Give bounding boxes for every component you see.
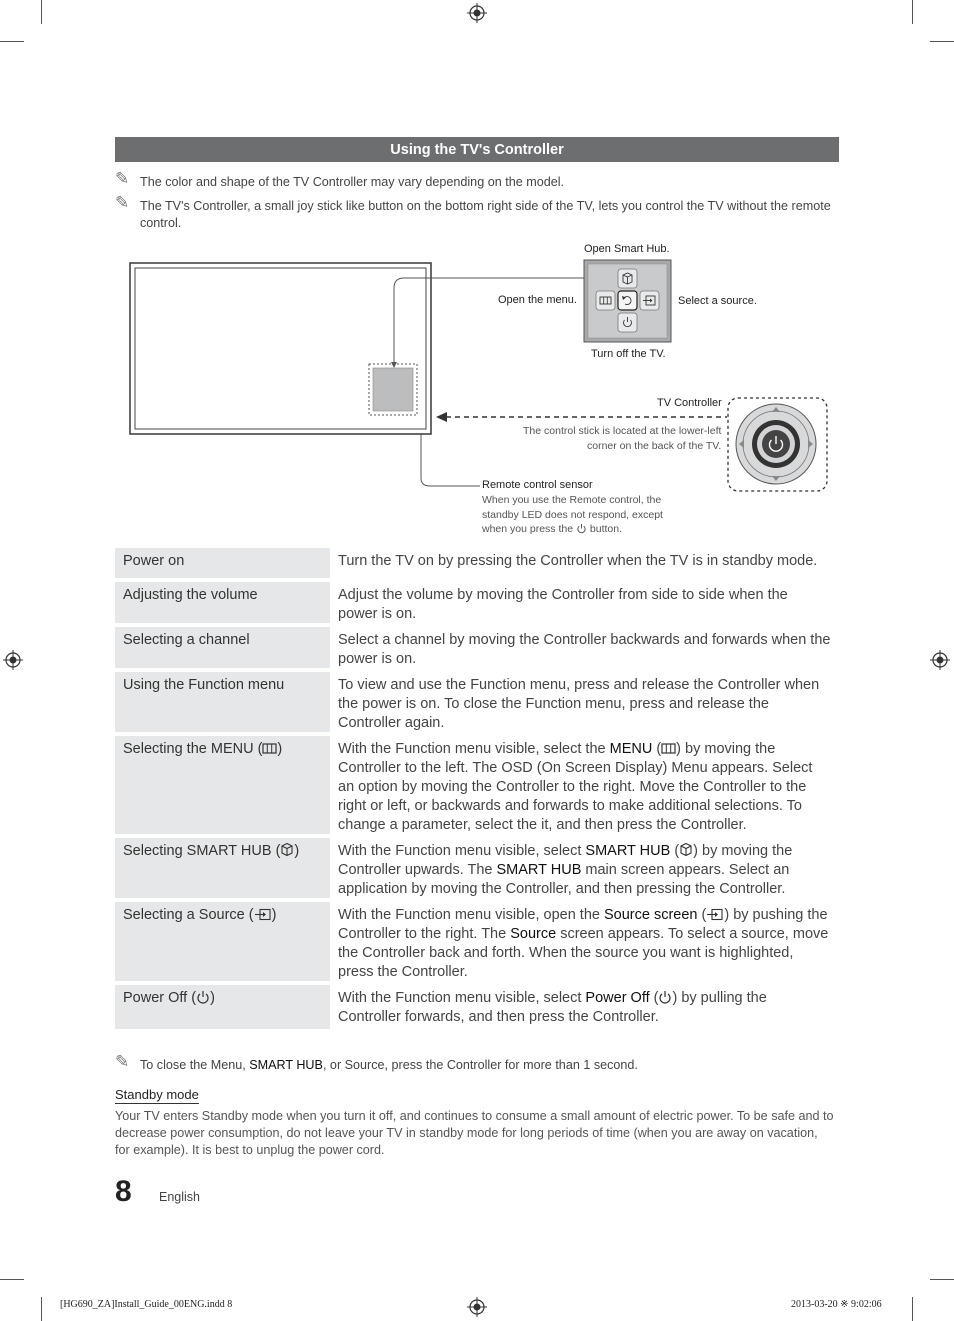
table-row <box>115 627 839 668</box>
sensor-dotted-box <box>369 364 417 415</box>
controller-stick <box>736 404 816 484</box>
row-label-text: ) <box>271 907 277 923</box>
table-row <box>115 672 839 732</box>
controller-dotted-box <box>728 398 827 491</box>
desc-text: With the Function menu visible, select <box>338 843 586 859</box>
note <box>115 169 835 191</box>
power-icon <box>576 523 587 534</box>
menu-icon <box>596 291 615 310</box>
desc-text: ) by pulling the Controller forwards, and then press the Controller. <box>338 990 767 1025</box>
sensor-title: Remote control sensor <box>482 479 593 491</box>
table-row <box>115 838 839 898</box>
page-language: English <box>159 1190 200 1204</box>
desc-text: screen appears. To select a source, move the Controller back and forth. When the source you want is highlighted, press the Controller. <box>338 926 829 980</box>
function-table <box>115 548 839 1033</box>
tv-screen <box>135 268 426 429</box>
desc-keyword: Source <box>510 926 557 942</box>
crop-mark <box>930 1279 954 1280</box>
table-row <box>115 582 839 623</box>
row-label: Selecting a channel <box>115 627 330 668</box>
desc-keyword: MENU <box>609 741 653 757</box>
note-text <box>115 1057 835 1074</box>
row-label <box>115 902 330 981</box>
crop-mark <box>0 41 24 42</box>
row-label <box>115 838 330 898</box>
desc-text: With the Function menu visible, open the <box>338 907 604 923</box>
stick-location-line: corner on the back of the TV. <box>587 440 722 452</box>
tv-outline <box>130 263 431 434</box>
return-icon <box>618 291 637 310</box>
note-text-part: , or Source, press the Controller for more than 1 second. <box>322 1058 638 1072</box>
registration-mark-icon <box>467 3 487 23</box>
desc-keyword: SMART HUB <box>496 862 582 878</box>
row-description: To view and use the Function menu, press and release the Controller when the power is on. To close the Function menu, press and release the Controller again. <box>338 677 820 731</box>
smart-hub-icon <box>679 842 693 857</box>
note-text: The color and shape of the TV Controller may vary depending on the model. <box>140 175 565 189</box>
note <box>115 1052 835 1074</box>
standby-paragraph: Your TV enters Standby mode when you turn it off, and continues to consume a small amount of electric power. To be safe and to decrease power consumption, do not leave your TV in standby mode for long periods of time (when you are away on vacation, for example). It is best to unplug the power cord. <box>115 1109 834 1157</box>
desc-text: With the Function menu visible, select the <box>338 741 610 757</box>
row-label <box>115 985 330 1029</box>
row-label-text: ) <box>294 843 300 859</box>
table-row <box>115 548 839 578</box>
row-label: Adjusting the volume <box>115 582 330 623</box>
crop-mark <box>930 41 954 42</box>
row-label-text: Power Off ( <box>123 990 197 1006</box>
smart-hub-icon <box>618 269 637 288</box>
pencil-note-icon: ✎ <box>115 1052 130 1072</box>
page-number: 8 <box>115 1175 132 1208</box>
row-label: Power on <box>115 548 330 578</box>
desc-text: With the Function menu visible, select <box>338 990 586 1006</box>
table-row <box>115 902 839 981</box>
desc-keyword: Power Off <box>585 990 650 1006</box>
crop-mark <box>912 0 913 24</box>
registration-mark-icon <box>3 650 23 670</box>
row-label-text: Selecting a Source ( <box>123 907 254 923</box>
row-description <box>330 838 839 898</box>
desc-text: ) by pushing the Controller to the right. The <box>338 907 828 942</box>
row-description <box>330 985 839 1029</box>
open-smart-hub-label: Open Smart Hub. <box>584 243 670 255</box>
desc-text: ) by moving the Controller to the left. The OSD (On Screen Display) Menu appears. Select an option by moving the Controller to the right. Move the Controller to the right or left, or backwards and forwards to make additional selections. To change a parameter, select the it, and then press the Controller. <box>338 741 813 833</box>
crop-mark <box>912 1297 913 1321</box>
desc-keyword: Source screen <box>603 907 698 923</box>
row-label-text: Selecting the MENU ( <box>123 741 263 757</box>
registration-mark-icon <box>467 1297 487 1317</box>
sensor-box <box>373 368 413 411</box>
pencil-note-icon: ✎ <box>115 169 130 189</box>
controller-power-icon <box>770 440 783 451</box>
desc-text: ( <box>649 990 659 1006</box>
source-icon <box>706 908 724 921</box>
power-icon <box>196 990 210 1004</box>
desc-text: ( <box>670 843 680 859</box>
tv-controller-label: TV Controller <box>657 397 722 409</box>
note-keyword: SMART HUB <box>249 1058 323 1072</box>
row-description: Adjust the volume by moving the Controller from side to side when the power is on. <box>338 587 788 622</box>
crop-mark <box>41 1297 42 1321</box>
open-menu-label: Open the menu. <box>498 294 577 306</box>
table-row <box>115 736 839 834</box>
row-description: Turn the TV on by pressing the Controller when the TV is in standby mode. <box>338 553 818 569</box>
sensor-desc-line: standby LED does not respond, except <box>482 509 663 521</box>
table-row <box>115 985 839 1029</box>
row-label-text: ) <box>210 990 215 1006</box>
arrow-head <box>436 412 447 422</box>
select-source-label: Select a source. <box>678 295 757 307</box>
sensor-desc-text: when you press the <box>482 523 574 535</box>
row-description <box>330 736 839 834</box>
row-description: Select a channel by moving the Controller backwards and forwards when the power is on. <box>338 632 831 667</box>
function-menu-popup <box>584 260 671 342</box>
crop-mark <box>0 1279 24 1280</box>
row-label-text: Selecting SMART HUB ( <box>123 843 281 859</box>
row-label <box>115 736 330 834</box>
desc-text: ( <box>652 741 662 757</box>
desc-keyword: SMART HUB <box>585 843 671 859</box>
source-icon <box>640 291 659 310</box>
menu-icon <box>262 742 277 755</box>
row-label-text: ) <box>277 741 283 757</box>
controller-diagram <box>0 0 954 545</box>
section-title: Using the TV's Controller <box>115 137 839 162</box>
leader-line <box>421 433 480 486</box>
sensor-desc-line: When you use the Remote control, the <box>482 494 662 506</box>
stick-location-line: The control stick is located at the lower-left <box>523 425 722 437</box>
desc-text: ( <box>697 907 707 923</box>
desc-text: ) by moving the Controller upwards. The <box>338 843 793 878</box>
arrow-head <box>391 362 397 368</box>
source-icon <box>254 908 272 921</box>
print-slug-file: [HG690_ZA]Install_Guide_00ENG.indd 8 <box>60 1299 233 1310</box>
note <box>115 193 835 232</box>
note-text-part: To close the Menu, <box>140 1058 250 1072</box>
row-description <box>330 902 839 981</box>
standby-heading: Standby mode <box>115 1087 199 1102</box>
power-icon <box>618 313 637 332</box>
sensor-desc-line <box>482 522 622 537</box>
sensor-desc-text: button. <box>589 523 623 535</box>
pencil-note-icon: ✎ <box>115 193 130 213</box>
desc-text: main screen appears. Select an application by moving the Controller, and then pressing the Controller. <box>338 862 790 897</box>
print-slug-date: 2013-03-20 ※ 9:02:06 <box>791 1299 882 1310</box>
note-text: The TV's Controller, a small joy stick like button on the bottom right side of the TV, lets you control the TV without the remote control. <box>140 199 831 230</box>
power-icon <box>658 990 672 1004</box>
turn-off-label: Turn off the TV. <box>591 348 666 360</box>
menu-icon <box>661 742 676 755</box>
registration-mark-icon <box>930 650 950 670</box>
row-label: Using the Function menu <box>115 672 330 732</box>
smart-hub-icon <box>280 842 294 857</box>
crop-mark <box>41 0 42 24</box>
leader-line <box>394 278 585 366</box>
